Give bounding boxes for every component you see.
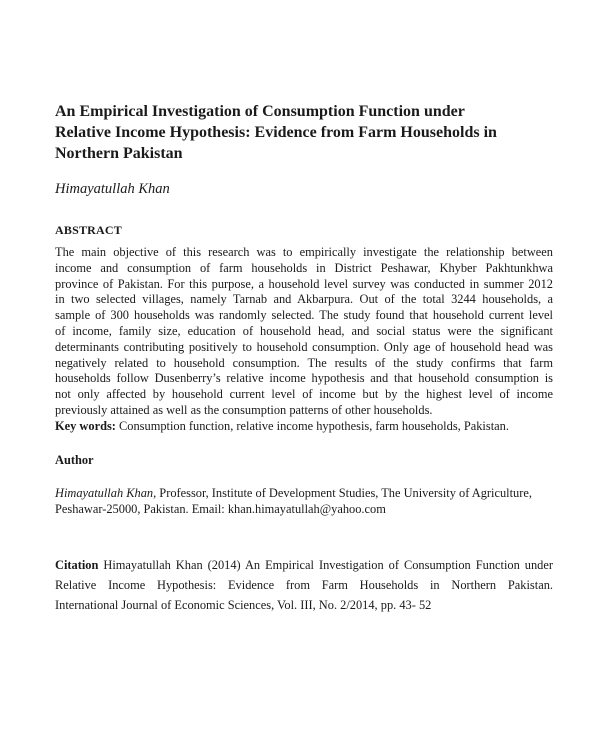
keywords-label: Key words: [55, 419, 116, 433]
keywords-text: Consumption function, relative income hypothesis, farm households, Pakistan. [115, 419, 509, 433]
title-line: Relative Income Hypothesis: Evidence from Farm Households in [55, 124, 497, 141]
affiliation-text: Professor, Institute of Development Studies, The University of Agriculture, [156, 486, 532, 500]
citation-line: International Journal of Economic Sciences, Vol. III, No. 2/2014, pp. 43- 52 [55, 598, 432, 612]
abstract-line: not only affected by household current level of income but by the highest level of income [55, 387, 553, 402]
abstract-line: income and consumption of farm households in District Peshawar, Khyber Pakhtunkhwa [55, 260, 553, 275]
author-name: Himayatullah Khan [55, 181, 170, 197]
title-line: An Empirical Investigation of Consumption Function under [55, 103, 465, 120]
abstract-line: negatively related to household consumption. The results of the study confirms that farm [55, 355, 553, 370]
affiliation-contact: Peshawar-25000, Pakistan. Email: khan.himayatullah@yahoo.com [55, 502, 386, 516]
citation-text: Himayatullah Khan (2014) An Empirical Investigation of Consumption Function under [98, 558, 553, 572]
affiliation-name: Himayatullah Khan, [55, 486, 157, 500]
paper-title [55, 101, 555, 164]
abstract-line: previously attained as well as the consumption patterns of other households. [55, 402, 433, 417]
citation-line [55, 555, 553, 575]
citation-line: Relative Income Hypothesis: Evidence from Farm Households in Northern Pakistan. [55, 578, 553, 592]
abstract-line: of income, family size, education of household head, and social status were the significant [55, 323, 553, 338]
author-heading: Author [55, 453, 94, 467]
citation-block [55, 555, 553, 615]
abstract-line: The main objective of this research was to empirically investigate the relationship between [55, 245, 553, 259]
abstract-line: determinants contributing positively to household consumption. Only age of household head was [55, 339, 553, 354]
abstract-body [55, 245, 553, 419]
abstract-heading: ABSTRACT [55, 223, 122, 237]
abstract-line: province of Pakistan. For this purpose, a household level survey was conducted in summer 2012 [55, 276, 553, 291]
abstract-line: in two selected villages, namely Tarnab and Akbarpura. Out of the total 3244 households, a [55, 292, 553, 307]
abstract-line: households follow Dusenberry’s relative income hypothesis and that household consumption is [55, 371, 553, 386]
author-affiliation [55, 485, 555, 517]
citation-label: Citation [55, 558, 99, 572]
keywords [55, 419, 555, 434]
abstract-line: sample of 300 households was randomly selected. The study found that household current level [55, 308, 553, 323]
title-line: Northern Pakistan [55, 145, 183, 162]
